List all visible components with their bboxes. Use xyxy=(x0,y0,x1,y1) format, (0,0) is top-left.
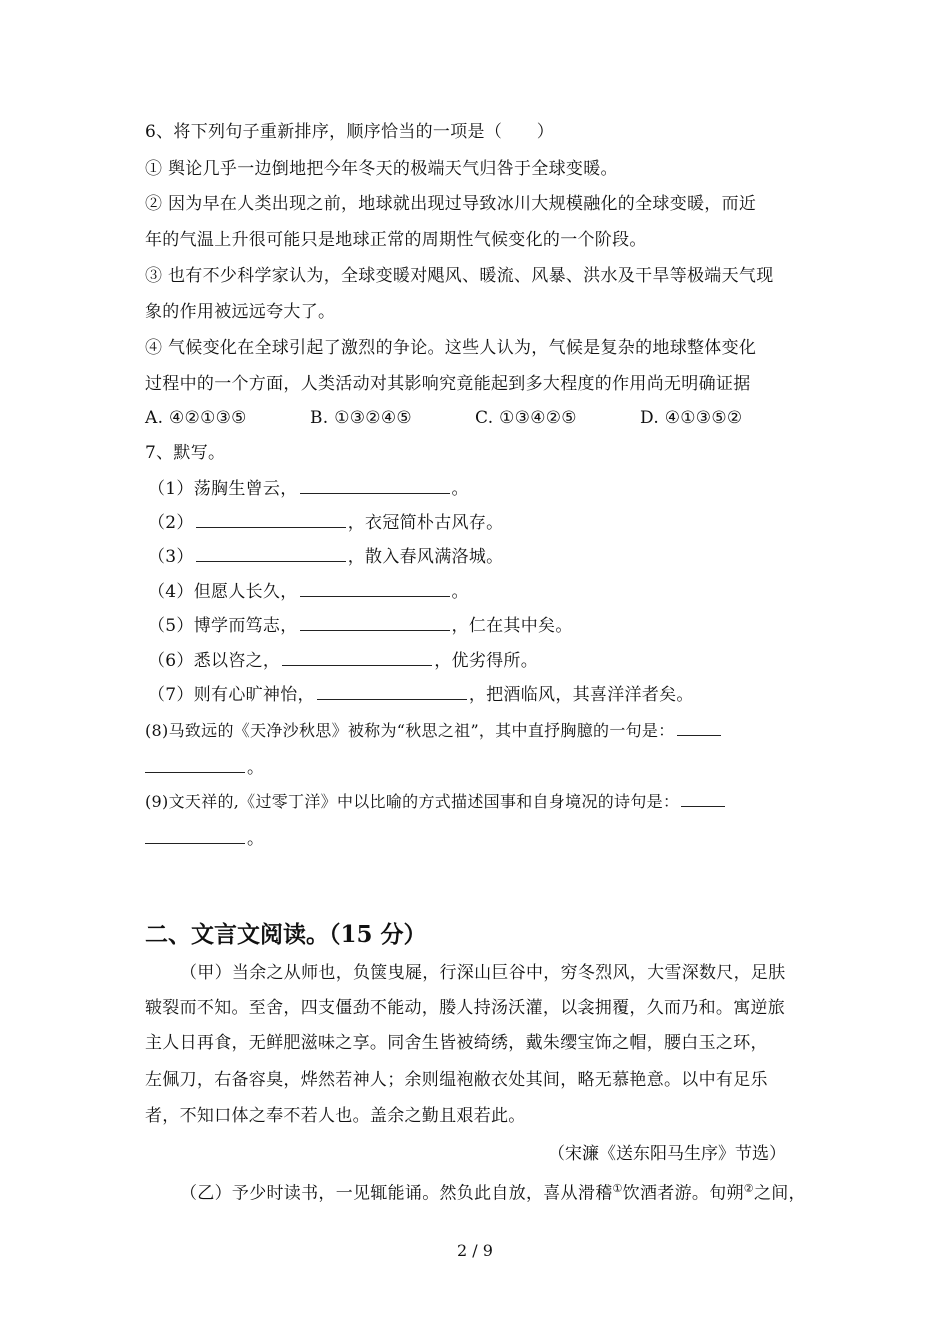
q7-item-9-line-2 xyxy=(145,827,264,851)
q6-sentence-1: ① 舆论几乎一边倒地把今年冬天的极端天气归咎于全球变暖。 xyxy=(145,159,618,179)
q6-stem: 6、将下列句子重新排序，顺序恰当的一项是（ ） xyxy=(145,122,555,142)
passage-a-line-3: 主人日再食，无鲜肥滋味之享。同舍生皆被绮绣，戴朱缨宝饰之帽，腰白玉之环， xyxy=(145,1033,768,1053)
q7-item-1-prompt: （1）荡胸生曾云， xyxy=(148,479,298,499)
q7-item-6-end: ，优劣得所。 xyxy=(434,651,539,671)
q7-item-8-end: 。 xyxy=(247,758,265,778)
q7-item-1-end: 。 xyxy=(451,479,469,499)
page-number: 2 / 9 xyxy=(457,1241,493,1260)
q6-option-d: D. ④①③⑤② xyxy=(640,408,743,428)
q7-item-9-end: 。 xyxy=(247,829,265,849)
q7-item-5-end: ，仁在其中矣。 xyxy=(451,616,573,636)
section-heading: 二、文言文阅读。（15 分） xyxy=(145,921,427,948)
q7-item-6-prompt: （6）悉以咨之， xyxy=(148,651,281,671)
passage-a-line-2: 皲裂而不知。至舍，四支僵劲不能动，媵人持汤沃灌，以衾拥覆，久而乃和。寓逆旅 xyxy=(145,998,786,1018)
q7-item-8-line-1 xyxy=(145,719,723,743)
answer-blank[interactable] xyxy=(196,511,346,528)
q7-item-8-prompt: (8)马致远的《天净沙秋思》被称为“秋思之祖”，其中直抒胸臆的一句是： xyxy=(145,721,675,740)
answer-blank[interactable] xyxy=(300,614,450,631)
q7-item-7-prompt: （7）则有心旷神怡， xyxy=(148,685,315,705)
q7-item-4 xyxy=(148,580,469,604)
q7-item-3-end: ，散入春风满洛城。 xyxy=(347,547,504,567)
passage-b-text-3: 之间， xyxy=(753,1183,806,1204)
q7-item-4-end: 。 xyxy=(451,582,469,602)
q6-option-b: B. ①③②④⑤ xyxy=(310,408,412,428)
q6-sentence-4-line-2: 过程中的一个方面，人类活动对其影响究竟能起到多大程度的作用尚无明确证据 xyxy=(145,374,751,394)
q7-item-5 xyxy=(148,614,573,638)
q7-item-6 xyxy=(148,649,538,673)
passage-a-line-1: （甲）当余之从师也，负箧曳屣，行深山巨谷中，穷冬烈风，大雪深数尺，足肤 xyxy=(180,963,786,983)
answer-blank[interactable] xyxy=(145,756,245,773)
q6-sentence-4-line-1: ④ 气候变化在全球引起了激烈的争论。这些人认为，气候是复杂的地球整体变化 xyxy=(145,338,757,358)
passage-a-source: （宋濂《送东阳马生序》节选） xyxy=(548,1144,786,1164)
q6-sentence-3-line-2: 象的作用被远远夸大了。 xyxy=(145,302,336,322)
q7-item-5-prompt: （5）博学而笃志， xyxy=(148,616,298,636)
passage-b-text-1: （乙）予少时读书，一见辄能诵。然负此自放，喜从滑稽 xyxy=(180,1183,613,1204)
q6-sentence-2-line-2: 年的气温上升很可能只是地球正常的周期性气候变化的一个阶段。 xyxy=(145,230,647,250)
q7-item-7-end: ，把酒临风，其喜洋洋者矣。 xyxy=(468,685,694,705)
q7-item-2-end: ，衣冠简朴古风存。 xyxy=(347,513,504,533)
q7-item-8-line-2 xyxy=(145,756,264,780)
answer-blank[interactable] xyxy=(677,719,721,736)
q7-stem: 7、默写。 xyxy=(145,443,226,463)
q7-item-2-prompt: （2） xyxy=(148,513,194,533)
answer-blank[interactable] xyxy=(282,649,432,666)
q7-item-1 xyxy=(148,477,469,501)
q7-item-3-prompt: （3） xyxy=(148,547,194,567)
footnote-marker-2: ② xyxy=(743,1182,754,1195)
footnote-marker-1: ① xyxy=(612,1182,623,1195)
q7-item-3 xyxy=(148,545,503,569)
answer-blank[interactable] xyxy=(300,477,450,494)
answer-blank[interactable] xyxy=(681,790,725,807)
passage-a-line-4: 左佩刀，右备容臭，烨然若神人；余则缊袍敝衣处其间，略无慕艳意。以中有足乐 xyxy=(145,1070,768,1090)
q6-options xyxy=(145,406,742,430)
answer-blank[interactable] xyxy=(300,580,450,597)
answer-blank[interactable] xyxy=(196,545,346,562)
q6-option-c: C. ①③④②⑤ xyxy=(475,408,577,428)
q7-item-4-prompt: （4）但愿人长久， xyxy=(148,582,298,602)
q7-item-2 xyxy=(148,511,503,535)
answer-blank[interactable] xyxy=(145,827,245,844)
q7-item-9-line-1 xyxy=(145,790,727,814)
q6-sentence-3-line-1: ③ 也有不少科学家认为，全球变暖对飓风、暖流、风暴、洪水及干旱等极端天气现 xyxy=(145,266,774,286)
passage-a-line-5: 者，不知口体之奉不若人也。盖余之勤且艰若此。 xyxy=(145,1106,526,1126)
passage-b-text-2: 饮酒者游。旬朔 xyxy=(622,1183,744,1204)
passage-b-line-1 xyxy=(180,1177,806,1206)
q6-option-a: A. ④②①③⑤ xyxy=(145,408,247,428)
answer-blank[interactable] xyxy=(317,683,467,700)
q6-sentence-2-line-1: ② 因为早在人类出现之前，地球就出现过导致冰川大规模融化的全球变暖，而近 xyxy=(145,194,757,214)
q7-item-9-prompt: (9)文天祥的,《过零丁洋》中以比喻的方式描述国事和自身境况的诗句是： xyxy=(145,792,680,811)
q7-item-7 xyxy=(148,683,694,707)
